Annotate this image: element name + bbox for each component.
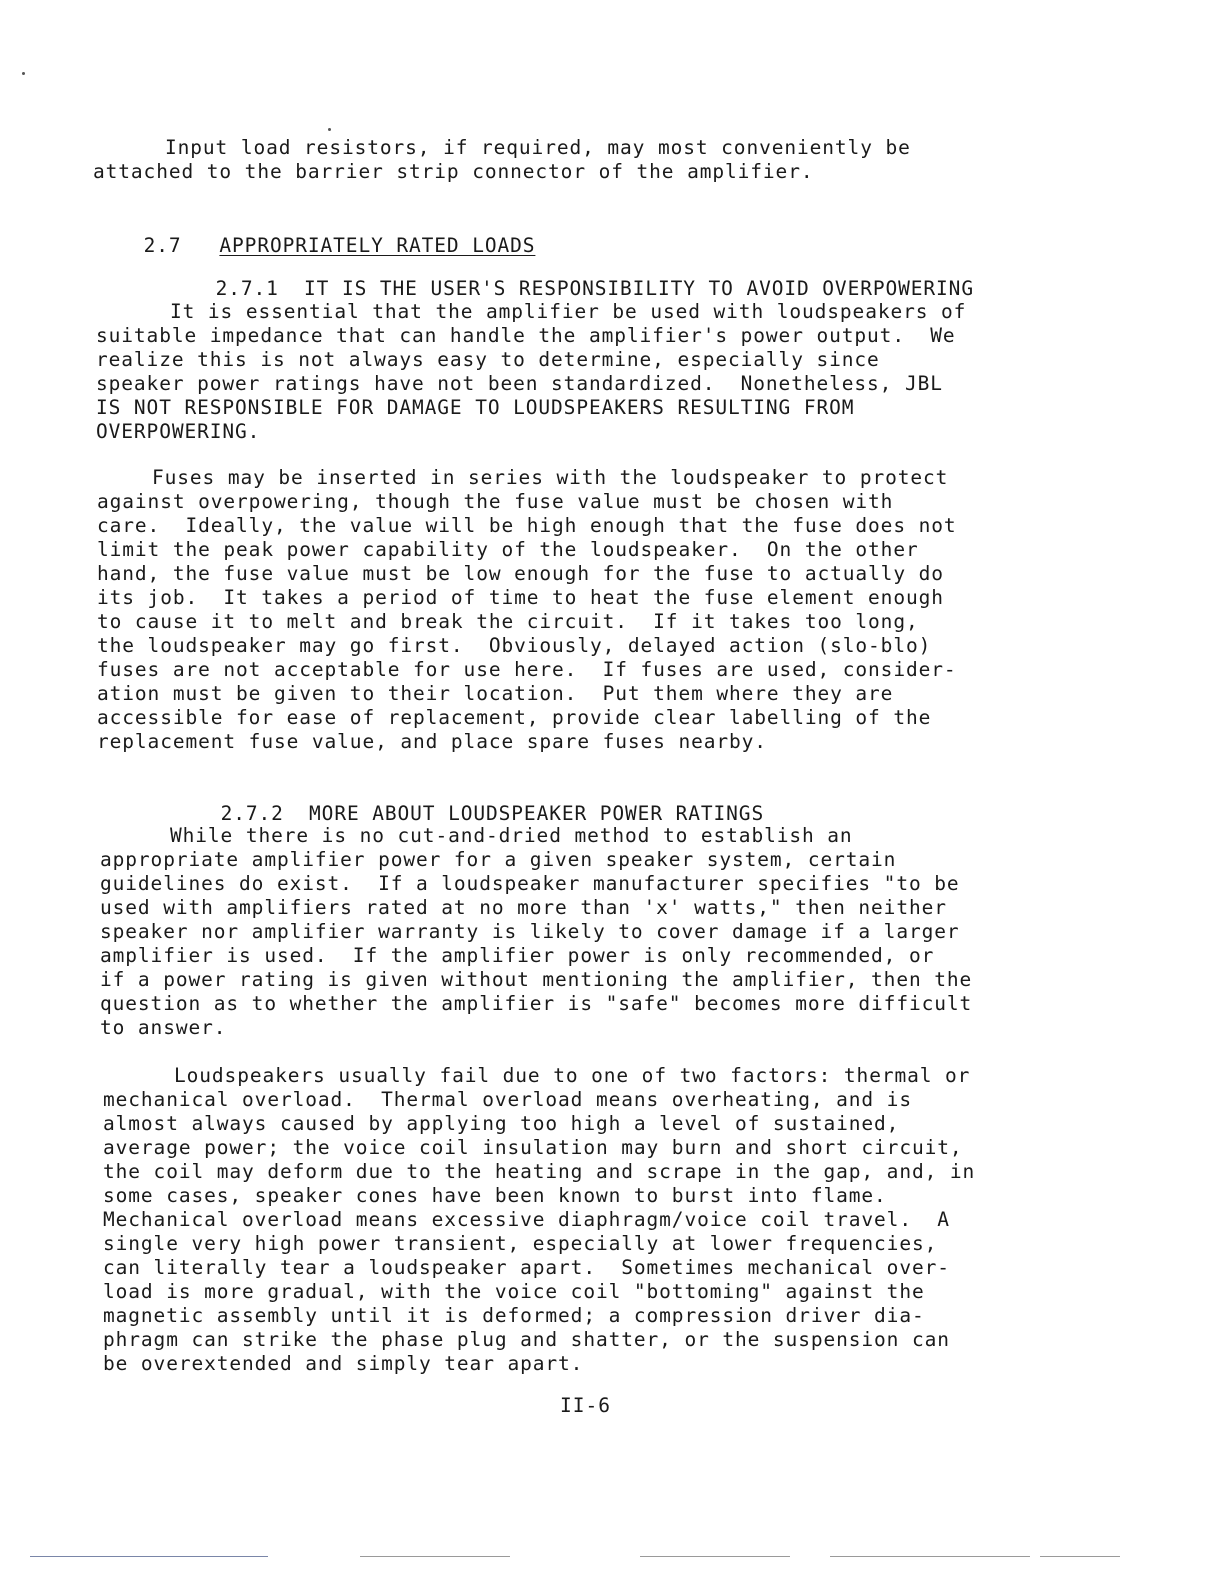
paragraph-line: care. Ideally, the value will be high enough that the fuse does not [97, 514, 957, 537]
paragraph-line: ation must be given to their location. Put them where they are [97, 682, 894, 705]
paragraph-line: the loudspeaker may go first. Obviously, delayed action (slo-blo) [97, 634, 932, 657]
paragraph-line: the coil may deform due to the heating and scrape in the gap, and, in [103, 1160, 976, 1183]
paragraph-line: appropriate amplifier power for a given speaker system, certain [100, 848, 897, 871]
scan-edge-rule [30, 1556, 268, 1557]
scan-speck [328, 128, 331, 131]
intro-line: attached to the barrier strip connector of the amplifier. [93, 160, 814, 183]
paragraph-line: magnetic assembly until it is deformed; a compression driver dia- [103, 1304, 925, 1327]
paragraph-line: Mechanical overload means excessive diaphragm/voice coil travel. A [103, 1208, 950, 1231]
section-number: 2.7 [143, 234, 182, 257]
paragraph-line: speaker nor amplifier warranty is likely to cover damage if a larger [100, 920, 960, 943]
paragraph-line: It is essential that the amplifier be used with loudspeakers of [170, 300, 967, 323]
subsection-title: MORE ABOUT LOUDSPEAKER POWER RATINGS [309, 802, 765, 825]
scan-speck [22, 72, 25, 75]
paragraph-line: amplifier is used. If the amplifier power is only recommended, or [100, 944, 935, 967]
paragraph-line: question as to whether the amplifier is "safe" becomes more difficult [100, 992, 973, 1015]
paragraph-line: While there is no cut-and-dried method to establish an [170, 824, 853, 847]
paragraph-line: single very high power transient, especially at lower frequencies, [103, 1232, 938, 1255]
subsection-title: IT IS THE USER'S RESPONSIBILITY TO AVOID OVERPOWERING [304, 277, 974, 300]
section-title: APPROPRIATELY RATED LOADS [219, 234, 536, 257]
scan-edge-rule [640, 1556, 790, 1557]
paragraph-line: Loudspeakers usually fail due to one of two factors: thermal or [174, 1064, 971, 1087]
scan-edge-rule [1040, 1556, 1120, 1557]
paragraph-line: IS NOT RESPONSIBLE FOR DAMAGE TO LOUDSPEAKERS RESULTING FROM [96, 396, 855, 419]
paragraph-line: suitable impedance that can handle the amplifier's power output. We [96, 324, 956, 347]
paragraph-line: Fuses may be inserted in series with the loudspeaker to protect [152, 466, 949, 489]
paragraph-line: guidelines do exist. If a loudspeaker manufacturer specifies "to be [100, 872, 960, 895]
paragraph-line: to cause it to melt and break the circuit. If it takes too long, [97, 610, 919, 633]
paragraph-line: accessible for ease of replacement, provide clear labelling of the [97, 706, 932, 729]
paragraph-line: can literally tear a loudspeaker apart. Sometimes mechanical over- [103, 1256, 950, 1279]
paragraph-line: some cases, speaker cones have been known to burst into flame. [103, 1184, 887, 1207]
intro-line: Input load resistors, if required, may most conveniently be [165, 136, 911, 159]
paragraph-line: speaker power ratings have not been standardized. Nonetheless, JBL [96, 372, 943, 395]
paragraph-line: fuses are not acceptable for use here. If fuses are used, consider- [97, 658, 957, 681]
paragraph-line: be overextended and simply tear apart. [103, 1352, 584, 1375]
paragraph-line: replacement fuse value, and place spare fuses nearby. [97, 730, 767, 753]
subsection-number: 2.7.1 [215, 277, 279, 300]
paragraph-line: mechanical overload. Thermal overload means overheating, and is [103, 1088, 912, 1111]
scan-edge-rule [830, 1556, 1030, 1557]
paragraph-line: hand, the fuse value must be low enough for the fuse to actually do [97, 562, 944, 585]
paragraph-line: load is more gradual, with the voice coil "bottoming" against the [103, 1280, 925, 1303]
page-number: II-6 [560, 1394, 611, 1417]
paragraph-line: its job. It takes a period of time to heat the fuse element enough [97, 586, 944, 609]
paragraph-line: average power; the voice coil insulation may burn and short circuit, [103, 1136, 963, 1159]
paragraph-line: phragm can strike the phase plug and shatter, or the suspension can [103, 1328, 950, 1351]
paragraph-line: limit the peak power capability of the loudspeaker. On the other [97, 538, 919, 561]
paragraph-line: if a power rating is given without mentioning the amplifier, then the [100, 968, 973, 991]
paragraph-line: almost always caused by applying too high a level of sustained, [103, 1112, 900, 1135]
subsection-number: 2.7.2 [220, 802, 284, 825]
scan-edge-rule [360, 1556, 510, 1557]
paragraph-line: realize this is not always easy to determine, especially since [96, 348, 880, 371]
paragraph-line: used with amplifiers rated at no more than 'x' watts," then neither [100, 896, 947, 919]
paragraph-line: against overpowering, though the fuse value must be chosen with [97, 490, 894, 513]
paragraph-line: to answer. [100, 1016, 227, 1039]
paragraph-line: OVERPOWERING. [96, 420, 261, 443]
